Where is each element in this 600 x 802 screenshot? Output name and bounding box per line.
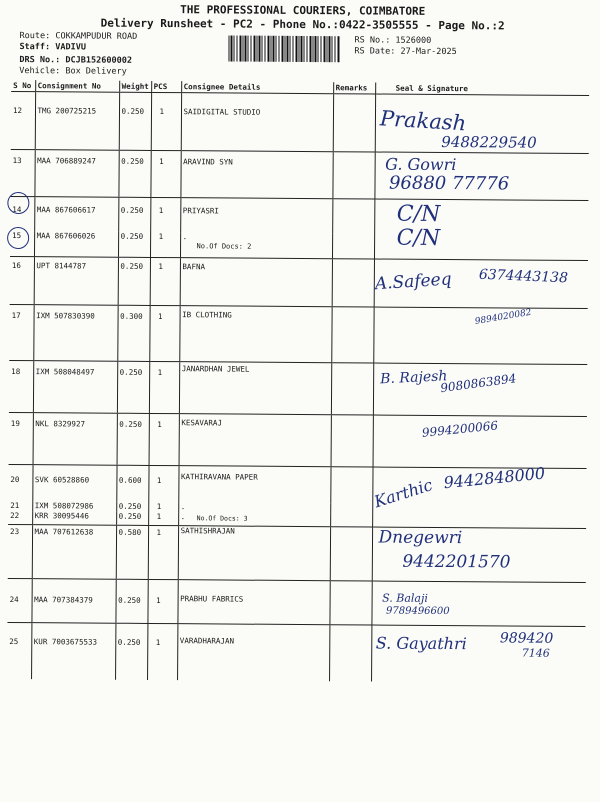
company-name: THE PROFESSIONAL COURIERS, COIMBATORE <box>180 3 426 18</box>
consignment-no: IXM 508072986 <box>32 501 116 512</box>
consignee: ARAVIND SYN <box>180 151 332 199</box>
remarks <box>332 259 374 307</box>
consignment-no: KRR 30095446 <box>32 511 116 526</box>
handwritten-signature: G. Gowri <box>385 154 457 175</box>
handwritten-phone: 989420 <box>499 630 554 647</box>
signature-cell <box>373 415 587 468</box>
weight: 0.600 <box>116 465 148 501</box>
handwritten-phone: 9488229540 <box>441 132 537 152</box>
sno: 14 <box>12 204 22 215</box>
handwritten-signature: A.Safeeq <box>373 269 452 295</box>
remarks <box>330 503 372 513</box>
handwritten-phone: 9442848000 <box>442 463 546 493</box>
table-row <box>8 524 586 582</box>
pcs: 1 <box>151 92 181 150</box>
consignment-no: UPT 8144787 <box>34 257 118 306</box>
sno: 19 <box>9 412 33 464</box>
remarks <box>332 233 374 259</box>
remarks <box>331 363 373 415</box>
handwritten-phone: 6374443138 <box>478 266 568 287</box>
pcs: 1 <box>148 525 178 579</box>
signature-cell <box>374 259 588 308</box>
pcs: 1 <box>149 413 179 465</box>
table-row <box>11 91 589 153</box>
pcs: 1 <box>149 361 179 413</box>
runsheet-title: Delivery Runsheet - PC2 - Phone No.:0422-3505555 - Page No.:2 <box>100 16 505 33</box>
consignee: JANARDHAN JEWEL <box>179 362 331 415</box>
table-row <box>10 230 588 260</box>
table-row <box>7 622 585 682</box>
handwritten-phone: 9894020082 <box>473 307 532 328</box>
remarks <box>333 94 375 152</box>
weight: 0.250 <box>118 197 150 231</box>
consignee: PRABHU FABRICS <box>177 580 329 625</box>
signature-cell <box>373 363 587 416</box>
handwritten-signature: C/N <box>396 225 441 251</box>
handwritten-phone: 9442201570 <box>402 551 511 573</box>
consignee: SAIDIGITAL STUDIO <box>181 93 333 152</box>
consignee: PRIYASRI <box>180 198 332 233</box>
consignment-no: IXM 507830390 <box>33 305 117 362</box>
consignment-no: NKL 8329927 <box>33 413 117 466</box>
pcs: 1 <box>148 465 178 501</box>
consignee <box>178 512 330 527</box>
signature-cell <box>374 225 588 260</box>
remarks <box>331 307 373 363</box>
consignment-no: IXM 508048497 <box>33 361 117 414</box>
col-consignment: Consignment No <box>35 80 119 92</box>
col-remarks: Remarks <box>333 82 375 94</box>
sno: 12 <box>11 91 35 149</box>
col-signature: Seal & Signature <box>375 83 589 96</box>
weight: 0.580 <box>116 525 148 579</box>
consignee: SATHISHRAJAN <box>178 526 330 581</box>
sno: 21 <box>10 500 20 510</box>
col-weight: Weight <box>119 81 151 93</box>
signature-cell <box>373 307 587 364</box>
col-consignee: Consignee Details <box>181 81 333 94</box>
weight: 0.250 <box>115 579 147 623</box>
signature-cell <box>374 152 588 200</box>
sno: 25 <box>9 636 19 647</box>
remarks <box>332 152 374 199</box>
consignment-no: MAA 706889247 <box>34 150 118 198</box>
remarks <box>329 581 371 625</box>
weight: 0.250 <box>118 150 150 197</box>
barcode <box>228 35 340 62</box>
drs-number: DRS No.: DCJB152600002 <box>19 55 132 66</box>
weight: 0.250 <box>115 623 147 679</box>
table-row <box>9 412 587 468</box>
remarks <box>330 527 372 581</box>
weight: 0.250 <box>118 257 150 305</box>
signature-cell <box>371 625 585 682</box>
table-row <box>9 360 587 416</box>
table-row <box>7 578 585 626</box>
remarks <box>329 625 371 681</box>
consignee: KATHIRAVANA PAPER <box>178 466 330 503</box>
consignee: . <box>178 502 330 513</box>
consignment-no: TMG 200725215 <box>35 92 119 151</box>
handwritten-signature: C/N <box>396 201 441 227</box>
sno: 15 <box>10 230 34 256</box>
handwritten-signature: Dnegewri <box>378 527 463 549</box>
pcs: 1 <box>147 623 177 679</box>
remarks <box>331 415 373 467</box>
handwritten-phone: 9994200066 <box>420 418 499 440</box>
pcs: 1 <box>147 579 177 623</box>
pcs: 1 <box>148 511 178 525</box>
sno: 16 <box>10 256 34 304</box>
docs-count: No.Of Docs: 2 <box>196 241 252 251</box>
sno: 13 <box>10 149 34 196</box>
staff-label: Staff: VADIVU <box>19 42 87 53</box>
consignment-no: MAA 707612638 <box>32 525 116 580</box>
signature-cell <box>372 513 586 528</box>
consignee: BAFNA <box>180 258 332 307</box>
remarks <box>330 513 372 527</box>
table-row <box>10 256 588 308</box>
pcs: 1 <box>150 197 180 231</box>
sno: 17 <box>9 304 33 360</box>
rs-date: RS Date: 27-Mar-2025 <box>354 46 457 58</box>
sno: 18 <box>9 360 33 412</box>
table-row <box>10 149 588 200</box>
sno: 22 <box>8 510 32 524</box>
signature-cell <box>375 94 589 153</box>
sno: 23 <box>8 524 32 578</box>
remarks <box>332 199 374 233</box>
consignee: IB CLOTHING <box>179 306 331 363</box>
sno: 20 <box>10 474 20 485</box>
table-row <box>8 464 586 504</box>
pcs: 1 <box>150 150 180 197</box>
consignment-no: MAA 707384379 <box>31 579 115 624</box>
col-pcs: PCS <box>151 81 181 93</box>
weight: 0.250 <box>119 92 151 150</box>
signature-cell <box>371 581 585 626</box>
signature-cell <box>371 463 586 512</box>
handwritten-phone: 9080863894 <box>439 371 517 396</box>
signature-cell <box>372 527 586 582</box>
weight: 0.300 <box>117 305 149 361</box>
table-row <box>9 304 587 364</box>
handwritten-signature: B. Rajesh <box>379 368 448 388</box>
handwritten-signature: S. Balaji <box>382 591 428 605</box>
consignment-no: SVK 60528860 <box>32 465 116 502</box>
consignment-no: MAA 867606617 <box>34 197 118 232</box>
table-row <box>10 196 588 234</box>
col-sno: S No <box>11 80 35 92</box>
route-label: Route: COKKAMPUDUR ROAD <box>19 31 138 42</box>
sno: 24 <box>7 578 31 622</box>
pcs: 1 <box>150 257 180 305</box>
handwritten-signature: Prakash <box>378 106 467 136</box>
consignment-no: KUR 7003675533 <box>31 623 115 680</box>
consignee-name: . <box>182 231 188 241</box>
handwritten-signature: S. Gayathri <box>375 633 467 654</box>
handwritten-phone-suffix: 7146 <box>521 646 550 660</box>
weight: 0.250 <box>117 361 149 413</box>
handwritten-signature: Karthic <box>371 475 435 512</box>
consignee-name: . <box>180 511 186 521</box>
weight: 0.250 <box>117 413 149 465</box>
pcs: 1 <box>148 501 178 511</box>
pcs: 1 <box>149 305 179 361</box>
weight: 0.250 <box>118 231 150 257</box>
weight: 0.250 <box>116 511 148 525</box>
remarks <box>330 467 372 503</box>
handwritten-phone: 9789496600 <box>385 605 450 618</box>
runsheet-table <box>7 80 589 683</box>
consignee: VARADHARAJAN <box>177 624 329 681</box>
weight: 0.250 <box>116 501 148 511</box>
consignee: KESAVARAJ <box>179 414 331 467</box>
handwritten-phone: 96880 77776 <box>388 172 510 195</box>
rs-number: RS No.: 1526000 <box>354 35 432 46</box>
consignee <box>180 232 332 259</box>
circle-mark <box>7 192 29 214</box>
consignment-no: MAA 867606026 <box>34 231 118 258</box>
circle-mark <box>7 227 29 249</box>
pcs: 1 <box>150 231 180 257</box>
vehicle-label: Vehicle: Box Delivery <box>19 66 127 77</box>
docs-count: No.Of Docs: 3 <box>196 513 248 523</box>
